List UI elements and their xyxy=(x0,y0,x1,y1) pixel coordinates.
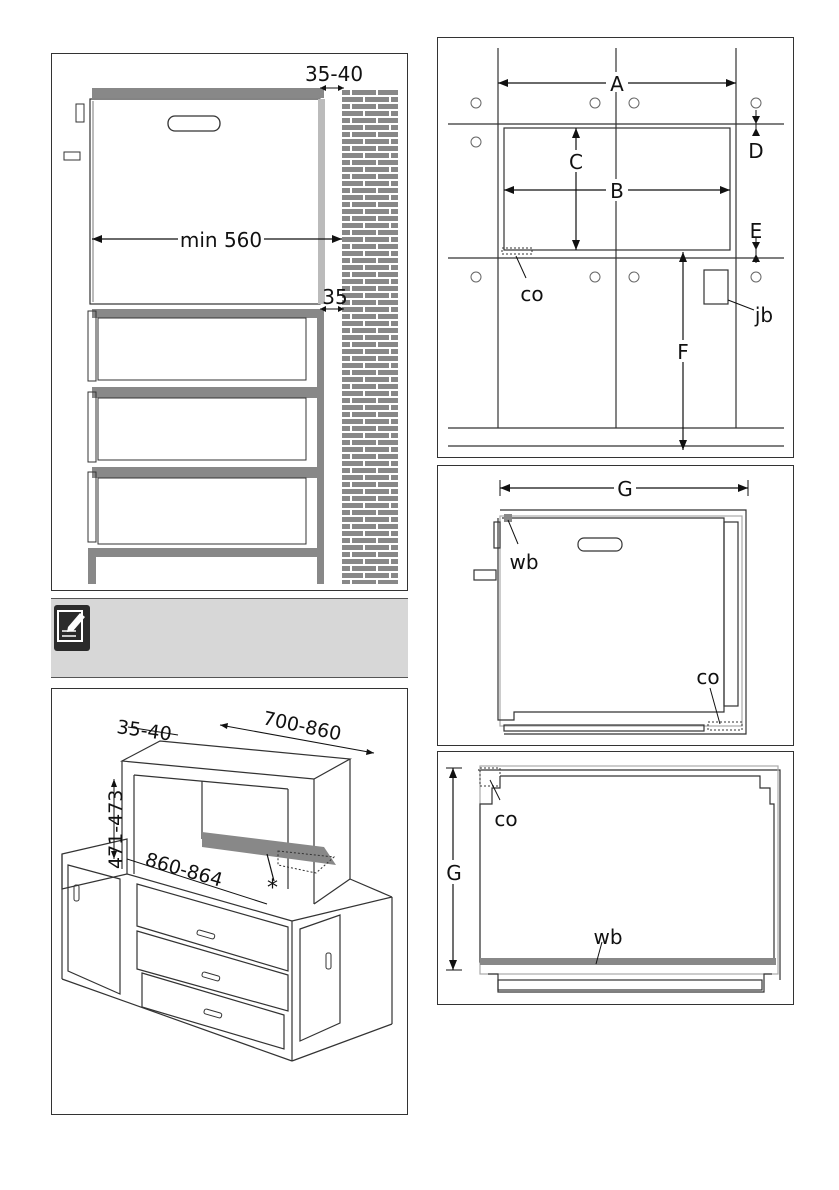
dim-depth: 35-40 xyxy=(115,716,174,746)
dim-width: 700-860 xyxy=(260,707,344,746)
label-e: E xyxy=(749,219,763,243)
handle-slot xyxy=(168,116,220,131)
label-co: co xyxy=(494,807,518,831)
note-bar xyxy=(51,598,408,678)
perspective-diagram xyxy=(52,689,406,1113)
label-a: A xyxy=(610,72,624,96)
label-co: co xyxy=(696,665,720,689)
dim-opening-depth: 860-864 xyxy=(142,848,226,892)
asterisk-marker: * xyxy=(267,876,278,901)
label-d: D xyxy=(748,139,764,163)
control-knob xyxy=(76,104,84,122)
label-g: G xyxy=(446,861,462,885)
label-g: G xyxy=(617,477,633,501)
label-b: B xyxy=(610,179,624,203)
label-f: F xyxy=(677,340,689,364)
panel-perspective-view xyxy=(51,688,408,1115)
brick-wall xyxy=(342,89,398,584)
side-view-diagram xyxy=(438,466,792,744)
dim-height: 471-473 xyxy=(105,789,127,869)
label-jb: jb xyxy=(754,303,774,327)
panel-front-view xyxy=(51,53,408,591)
panel-wall-layout xyxy=(437,37,794,458)
dim-min-width: min 560 xyxy=(179,228,263,252)
panel-front-section xyxy=(437,751,794,1005)
appliance-body xyxy=(90,99,320,304)
label-c: C xyxy=(569,150,583,174)
label-wb: wb xyxy=(593,925,623,949)
front-view-diagram xyxy=(52,54,406,589)
handle xyxy=(64,152,80,160)
front-section-diagram xyxy=(438,752,792,1003)
label-co: co xyxy=(520,282,544,306)
wall-layout-diagram xyxy=(438,38,792,456)
panel-side-view xyxy=(437,465,794,746)
dim-gap-side: 35 xyxy=(322,285,348,309)
pencil-note-icon xyxy=(54,605,90,651)
label-wb: wb xyxy=(509,550,539,574)
worktop xyxy=(92,88,324,98)
dim-gap-top: 35-40 xyxy=(304,62,364,86)
